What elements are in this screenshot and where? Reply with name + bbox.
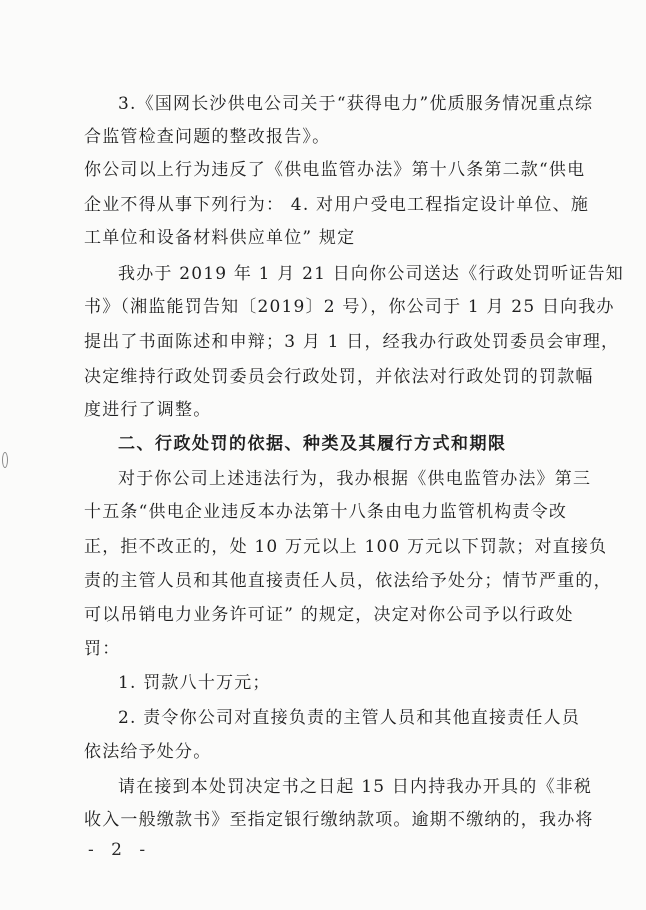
text-line: 十五条“供电企业违反本办法第十八条由电力监管机构责令改 [84, 502, 568, 522]
page-number: - 2 - [88, 840, 152, 860]
text-line: 罚： [84, 639, 121, 659]
section-heading: 二、行政处罚的依据、种类及其履行方式和期限 [118, 434, 507, 454]
text-line: 对于你公司上述违法行为，我办根据《供电监管办法》第三 [118, 469, 592, 489]
text-line: 可以吊销电力业务许可证” 的规定，决定对你公司予以行政处 [84, 605, 574, 625]
text-line: 责的主管人员和其他直接责任人员，依法给予处分；情节严重的， [84, 571, 612, 591]
scan-edge-mark [2, 452, 8, 468]
text-line: 1. 罚款八十万元； [118, 673, 271, 693]
text-line: 依法给予处分。 [84, 742, 212, 762]
text-line: 正，拒不改正的，处 10 万元以上 100 万元以下罚款；对直接负 [84, 537, 608, 557]
text-line: 你公司以上行为违反了《供电监管办法》第十八条第二款“供电 [84, 160, 586, 180]
text-line: 请在接到本处罚决定书之日起 15 日内持我办开具的《非税 [118, 777, 593, 797]
text-line: 企业不得从事下列行为： 4. 对用户受电工程指定设计单位、施 [84, 195, 590, 215]
text-line: 合监管检查问题的整改报告》。 [84, 127, 331, 147]
text-line: 决定维持行政处罚委员会行政处罚，并依法对行政处罚的罚款幅 [84, 367, 594, 387]
text-line: 度进行了调整。 [84, 400, 212, 420]
text-line: 提出了书面陈述和申辩；3 月 1 日，经我办行政处罚委员会审理， [84, 332, 620, 352]
text-line: 2. 责令你公司对直接负责的主管人员和其他直接责任人员 [118, 708, 581, 728]
text-line: 收入一般缴款书》至指定银行缴纳款项。逾期不缴纳的，我办将 [84, 810, 594, 830]
text-line: 工单位和设备材料供应单位” 规定 [84, 228, 356, 248]
text-line: 书》（湘监能罚告知〔2019〕2 号），你公司于 1 月 25 日向我办 [84, 297, 615, 317]
text-line: 我办于 2019 年 1 月 21 日向你公司送达《行政处罚听证告知 [118, 264, 624, 284]
text-line: 3.《国网长沙供电公司关于“获得电力”优质服务情况重点综 [118, 94, 594, 114]
